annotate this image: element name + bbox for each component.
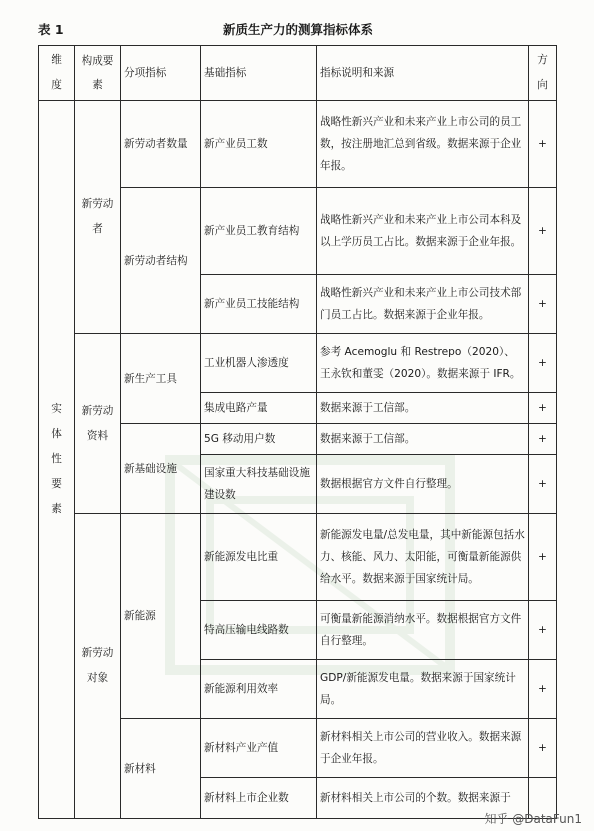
- direction-cell: +: [529, 188, 557, 275]
- indicator-desc: 战略性新兴产业和未来产业上市公司技术部门员工占比。数据来源于企业年报。: [317, 275, 529, 334]
- base-indicator: 新产业员工技能结构: [201, 275, 317, 334]
- indicator-desc: 新材料相关上市公司的个数。数据来源于: [317, 778, 529, 819]
- header-dimension: 维度: [39, 46, 75, 101]
- indicator-desc: GDP/新能源发电量。数据来源于国家统计局。: [317, 660, 529, 719]
- base-indicator: 新材料上市企业数: [201, 778, 317, 819]
- direction-cell: +: [529, 719, 557, 778]
- sub-energy: 新能源: [121, 514, 201, 719]
- base-indicator: 新能源发电比重: [201, 514, 317, 601]
- indicator-desc: 战略性新兴产业和未来产业上市公司的员工数，按注册地汇总到省级。数据来源于企业年报。: [317, 101, 529, 188]
- sub-labor-struct: 新劳动者结构: [121, 188, 201, 334]
- header-direction: 方向: [529, 46, 557, 101]
- header-element: 构成要素: [75, 46, 121, 101]
- table-number: 表 1: [38, 22, 64, 37]
- header-base-indicator: 基础指标: [201, 46, 317, 101]
- indicator-desc: 数据来源于工信部。: [317, 424, 529, 455]
- dimension-cell: 实体性要素: [39, 101, 75, 819]
- sub-infra: 新基础设施: [121, 424, 201, 514]
- direction-cell: +: [529, 514, 557, 601]
- indicator-table: [38, 45, 557, 819]
- direction-cell: +: [529, 455, 557, 514]
- direction-cell: +: [529, 393, 557, 424]
- table-caption: [38, 16, 558, 38]
- base-indicator: 新产业员工数: [201, 101, 317, 188]
- header-sub-indicator: 分项指标: [121, 46, 201, 101]
- sub-labor-qty: 新劳动者数量: [121, 101, 201, 188]
- element-labor: 新劳动者: [75, 101, 121, 334]
- sub-tools: 新生产工具: [121, 334, 201, 424]
- indicator-desc: 战略性新兴产业和未来产业上市公司本科及以上学历员工占比。数据来源于企业年报。: [317, 188, 529, 275]
- indicator-desc: 数据根据官方文件自行整理。: [317, 455, 529, 514]
- base-indicator: 5G 移动用户数: [201, 424, 317, 455]
- indicator-desc: 数据来源于工信部。: [317, 393, 529, 424]
- table-row: [39, 514, 557, 601]
- direction-cell: +: [529, 275, 557, 334]
- base-indicator: 新能源利用效率: [201, 660, 317, 719]
- table-row: [39, 101, 557, 188]
- direction-cell: +: [529, 101, 557, 188]
- source-watermark: 知乎 @DataFun1: [484, 812, 582, 826]
- table-header-row: [39, 46, 557, 101]
- element-material: 新劳动资料: [75, 334, 121, 514]
- direction-cell: +: [529, 334, 557, 393]
- indicator-desc: 新材料相关上市公司的营业收入。数据来源于企业年报。: [317, 719, 529, 778]
- indicator-desc: 参考 Acemoglu 和 Restrepo（2020）、王永钦和董雯（2020）。数据来源于 IFR。: [317, 334, 529, 393]
- element-object: 新劳动对象: [75, 514, 121, 819]
- base-indicator: 新材料产业产值: [201, 719, 317, 778]
- table-row: [39, 334, 557, 393]
- base-indicator: 工业机器人渗透度: [201, 334, 317, 393]
- base-indicator: 新产业员工教育结构: [201, 188, 317, 275]
- direction-cell: +: [529, 424, 557, 455]
- base-indicator: 集成电路产量: [201, 393, 317, 424]
- direction-cell: +: [529, 660, 557, 719]
- indicator-desc: 新能源发电量/总发电量，其中新能源包括水力、核能、风力、太阳能，可衡量新能源供给水平。数据来源于国家统计局。: [317, 514, 529, 601]
- base-indicator: 国家重大科技基础设施建设数: [201, 455, 317, 514]
- header-explanation: 指标说明和来源: [317, 46, 529, 101]
- table-title: 新质生产力的测算指标体系: [222, 22, 373, 37]
- direction-cell: +: [529, 601, 557, 660]
- sub-materials: 新材料: [121, 719, 201, 819]
- base-indicator: 特高压输电线路数: [201, 601, 317, 660]
- indicator-desc: 可衡量新能源消纳水平。数据根据官方文件自行整理。: [317, 601, 529, 660]
